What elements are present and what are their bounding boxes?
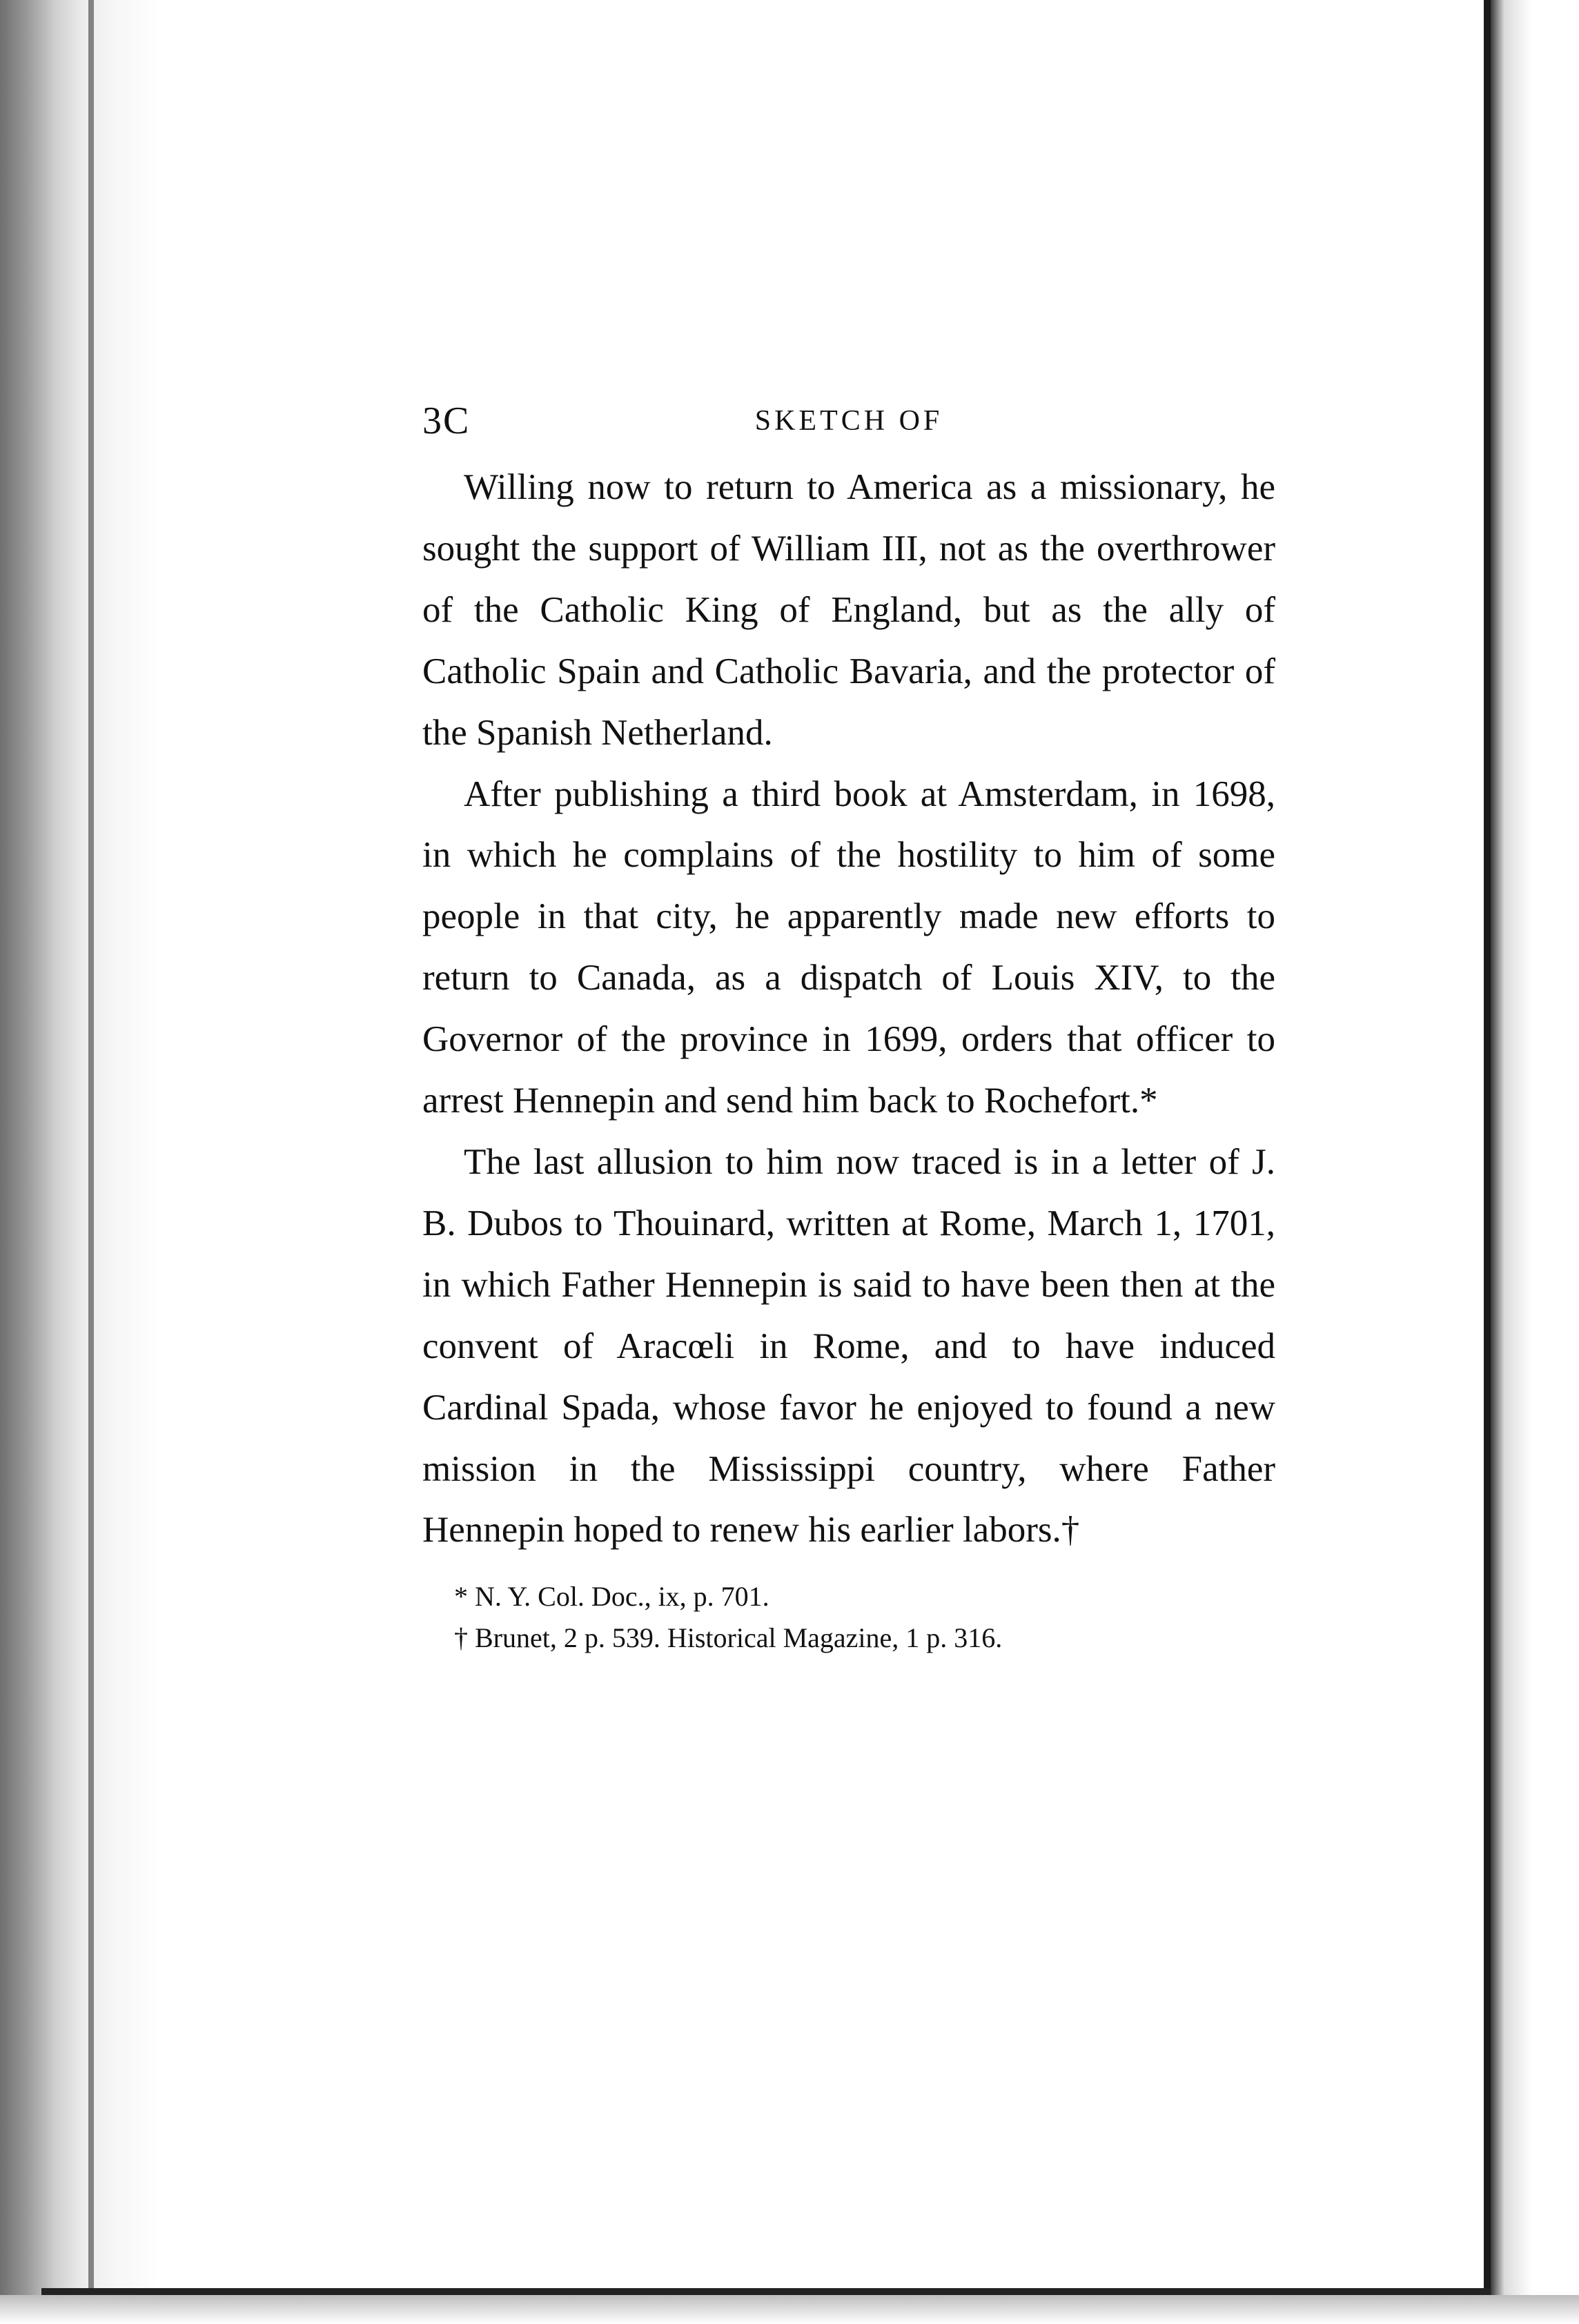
paragraph-2: After publishing a third book at Amsterdam, in 1698, in which he complains of the hostility to him of some people in that city, he apparently made new efforts to return to Canada, as a dispatch of Louis XIV, to the Governor of the province in 1699, orders that officer to arrest Hennepin and send him back to Rochefort.* — [422, 774, 1275, 1121]
footnote-2: † Brunet, 2 p. 539. Historical Magazine, 1 p. 316. — [454, 1622, 1003, 1654]
bottom-page-edge — [41, 2288, 1491, 2295]
footnote-1: * N. Y. Col. Doc., ix, p. 701. — [454, 1581, 769, 1613]
bottom-margin-shadow — [0, 2295, 1579, 2324]
book-page — [422, 399, 1275, 1659]
running-head-title: SKETCH OF — [754, 405, 943, 437]
book-binding-shadow — [0, 0, 159, 2324]
page-number: 3C — [422, 400, 471, 442]
paragraph-1: Willing now to return to America as a missionary, he sought the support of William III, not as the overthrower of the Catholic King of England, but as the ally of Catholic Spain and Catholic Bavaria, and the protector of the Spanish Netherland. — [422, 467, 1275, 753]
footnotes — [422, 1576, 1275, 1659]
right-margin-shadow — [1491, 0, 1579, 2324]
left-page-edge — [88, 0, 94, 2324]
paragraph-3: The last allusion to him now traced is in a letter of J. B. Dubos to Thouinard, written at Rome, March 1, 1701, in which Father Hennepin is said to have been then at the convent of Aracœli in Rome, and to have induced Cardinal Spada, whose favor he enjoyed to found a new mission in the Mississippi country, where Father Hennepin hoped to renew his earlier labors.† — [422, 1141, 1275, 1550]
running-head — [422, 399, 1275, 457]
right-page-edge — [1484, 0, 1491, 2324]
body-text — [422, 457, 1275, 1561]
